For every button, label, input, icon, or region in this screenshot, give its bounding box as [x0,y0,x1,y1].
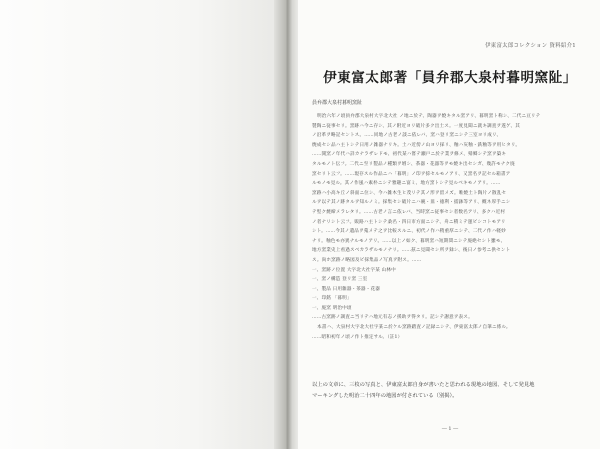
document-line: ルモノモ見ル。其ノ作風ハ素朴ニシテ雅趣ニ富ミ、地方窯トシテ見ルベキモノアリ。…… [312,181,501,187]
document-line: ルヲ以テ其ノ跡タルヲ知ルノミ。採集セシ破片ニハ碗・皿・徳利・擂鉢等アリ、概ネ厚手ニシ [312,200,511,206]
page-number: ― 1 ― [441,426,459,432]
document-line: 本書ハ、大泉村大字北大社字某ニ於ケル窯跡踏査ノ記録ニシテ、伊東富太郎ノ自筆ニ係ル。 [317,325,511,331]
document-line: ……昭和初年ノ頃ノ作ト推定サル。（註1） [312,334,403,340]
document-line: 一、製品 日用雑器・茶器・花器 [312,286,381,292]
document-transcription [312,112,584,342]
document-line: 地方窯業史上看過スベカラザルモノナリ。……茲ニ見聞セシ所ヲ録シ、後日ノ参考ニ供セント [312,248,511,254]
document-line: シト。……今其ノ遺品ヲ蒐メテ之ヲ比較スルニ、初代ノ作ハ稍重厚ニシテ、二代ノ作ハ軽妙 [312,229,506,235]
document-line: 一、廃窯 明治中頃 [312,305,352,311]
document-line: 明治六年ノ頃員弁郡大泉村大字北大社 ノ地ニ於テ、陶器ヲ焼キタル窯アリ、暮明窯ト称シ、二代ニ亘リテ [317,114,541,119]
document-line: ス。尚ホ窯跡ノ略図及ビ採集品ノ写真ヲ附ス。…… [312,257,422,263]
document-line: 窯セリト云フ。……現存スル作品ニハ「暮明」ノ印ヲ捺セルモノアリ、又窯名ヲ記セル箱書ア [312,171,511,177]
commentary-line: マーキングした明治二十四年の地図が付されている（別掲）。 [312,393,458,399]
document-line: 一、窯跡ノ位置 大字北大社字某 山林中 [312,267,396,273]
document-line: 一、印銘 「暮明」 [312,296,352,302]
book-gutter [274,0,300,449]
document-label: 員弁郡大泉村暮明窯阯 [312,100,363,106]
document-line: ……開窯ノ年代ハ詳カナラザレドモ、初代某ハ嘗テ瀬戸ニ於テ業ヲ修メ、帰郷シテ窯ヲ築キ [312,152,507,158]
document-line: ノ者ナリシト云フ。販路ハ主トシテ桑名・四日市方面ニシテ、舟ニ積ミテ運ビシコトモアリ [312,219,506,225]
document-line: 窯跡ハ小高キ丘ノ斜面ニ位シ、今ハ雑木生ヒ茂リテ其ノ形ヲ留メズ。唯焼土ト陶片ノ散乱セ [312,190,507,196]
document-line: 一、窯ノ構造 登リ窯 三室 [312,277,368,283]
commentary-paragraph [312,380,584,402]
article-title: 伊東富太郎著「員弁郡大泉村暮明窯阯」 [323,70,577,86]
document-line: 焼成セシ品ハ主トシテ日用ノ雑器ナリキ。土ハ近傍ノ山ヨリ採リ、釉ハ灰釉・鉄釉等ヲ用ヒタリ。 [312,142,521,148]
document-line: ノ沿革ヲ略記セントス。……同地ノ古老ノ談ニ依レバ、窯ハ登リ窯ニシテ三室ヨリ成リ、 [312,133,502,139]
left-page-blank [0,0,278,449]
document-line: ナリ。釉色モ亦異ナルモノアリ。……以上ノ如ク、暮明窯ハ短期間ニシテ廃絶セシト雖モ、 [312,238,506,244]
document-line: タルモノト伝フ。二代ニ至リ製品ノ種類ヲ増シ、茶器・花器等ヲモ焼キ出セシガ、幾許モナク廃 [312,161,515,167]
commentary-line: 以上の文章に、三枚の写真と、伊東富太郎自身が書いたと思われる現地の地図、そして発見地 [312,382,535,388]
document-line: 製陶ニ従事セリ。窯跡ハ今ニ存シ、其ノ附近ヨリ破片多ク出土ス。一度見聞ニ就キ調査ヲ遂ゲ、其 [312,123,520,129]
running-head: 伊東富太郎コレクション 資料紹介1 [485,43,576,49]
document-line: ……古窯跡ノ調査ニ当リテハ地元有志ノ援助ヲ得タリ。記シテ謝意ヲ表ス。 [312,315,473,321]
document-line: テ堅ク焼締メラレタリ。……古老ノ言ニ依レバ、当時窯ニ従事セシ者数名アリ、多クハ近村 [312,209,506,215]
